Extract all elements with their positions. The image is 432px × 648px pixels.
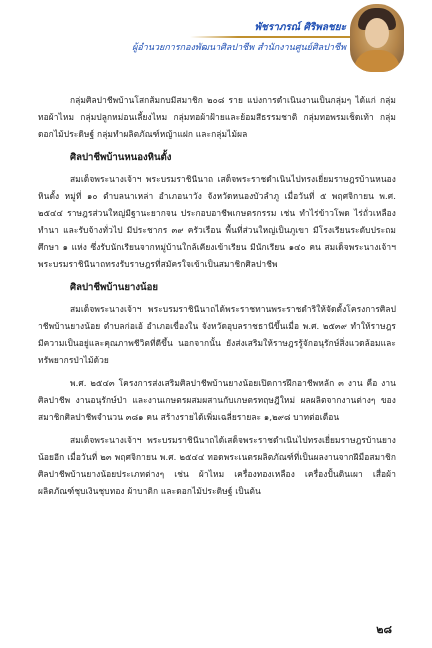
paragraph: กลุ่มศิลปาชีพบ้านโสกส้มกบมีสมาชิก ๒๐๘ ราย แบ่งการดำเนินงานเป็นกลุ่มๆ ได้แก่ กลุ่มทอผ้าไหม กลุ่มปลูกหม่อนเลี้ยงไหม กลุ่มทอผ้าฝ้ายและย้อมสีธรรมชาติ กลุ่มทอพรมเช็ดเท้า กลุ่มดอกไม้ประดิษฐ์ กลุ่มทำผลิตภัณฑ์หญ้าแฝก และกลุ่มไม้ผล bbox=[38, 95, 396, 139]
page-header bbox=[0, 0, 432, 78]
paragraph: สมเด็จพระนางเจ้าฯ พระบรมราชินีนาถได้พระราชทานพระราชดำริให้จัดตั้งโครงการศิลปาชีพบ้านยางน้อย ตำบลก่อเอ้ อำเภอเขื่องใน จังหวัดอุบลราชธานีขึ้นเมื่อ พ.ศ. ๒๕๓๙ ทำให้ราษฎรมีความเป็นอยู่และคุณภาพชีวิตที่ดีขึ้น นอกจากนั้น ยังส่งเสริมให้ราษฎรรู้จักอนุรักษ์สิ่งแวดล้อมและทรัพยากรป่าไม้ด้วย bbox=[38, 304, 396, 365]
paragraph: พ.ศ. ๒๕๔๓ โครงการส่งเสริมศิลปาชีพบ้านยางน้อยเปิดการฝึกอาชีพหลัก ๓ งาน คือ งานศิลปาชีพ งานอนุรักษ์ป่า และงานเกษตรผสมผสานกับเกษตรทฤษฎีใหม่ ผลผลิตจากงานต่างๆ ของสมาชิกศิลปาชีพจำนวน ๓๘๑ คน สร้างรายได้เพิ่มเฉลี่ยรายละ ๑,๒๙๘ บาทต่อเดือน bbox=[38, 378, 396, 422]
section-heading: ศิลปาชีพบ้านยางน้อย bbox=[70, 282, 158, 293]
paragraph: สมเด็จพระนางเจ้าฯ พระบรมราชินีนาถ เสด็จพระราชดำเนินไปทรงเยี่ยมราษฎรบ้านหนองหินตั้ง หมู่ที่ ๑๐ ตำบลนาเหล่า อำเภอนาวัง จังหวัดหนองบัวลำภู เมื่อวันที่ ๕ พฤศจิกายน พ.ศ. ๒๕๔๔ ราษฎรส่วนใหญ่มีฐานะยากจน ประกอบอาชีพเกษตรกรรม เช่น ทำไร่ข้าวโพด ไร่ถั่วเหลือง ทำนา และรับจ้างทั่วไป มีประชากร ๓๙ ครัวเรือน พื้นที่ส่วนใหญ่เป็นภูเขา มีโรงเรียนระดับประถมศึกษา ๑ แห่ง ซึ่งรับนักเรียนจากหมู่บ้านใกล้เคียงเข้าเรียน มีนักเรียน ๑๔๐ คน สมเด็จพระนางเจ้าฯ พระบรมราชินีนาถทรงรับราษฎรที่สมัครใจเข้าเป็นสมาชิกศิลปาชีพ bbox=[38, 174, 396, 269]
paragraph: สมเด็จพระนางเจ้าฯ พระบรมราชินีนาถได้เสด็จพระราชดำเนินไปทรงเยี่ยมราษฎรบ้านยางน้อยอีก เมื่อวันที่ ๒๓ พฤศจิกายน พ.ศ. ๒๕๔๔ ทอดพระเนตรผลิตภัณฑ์ที่เป็นผลงานจากฝีมือสมาชิกศิลปาชีพบ้านยางน้อยประเภทต่างๆ เช่น ผ้าไหม เครื่องทองเหลือง เครื่องปั้นดินเผา เสื่อผ้า ผลิตภัณฑ์ชุบเงินชุบทอง ผ้าบาติก และดอกไม้ประดิษฐ์ เป็นต้น bbox=[38, 435, 396, 496]
section-heading: ศิลปาชีพบ้านหนองหินตั้ง bbox=[70, 152, 172, 163]
header-divider bbox=[190, 36, 350, 38]
article-body bbox=[38, 92, 396, 500]
portrait-icon bbox=[350, 4, 404, 72]
page-number: ๒๘ bbox=[376, 623, 392, 636]
author-role: ผู้อำนวยการกองพัฒนาศิลปาชีพ สำนักงานศูนย์ศิลปาชีพ bbox=[132, 43, 346, 53]
author-name: พัชราภรณ์ ศิริพลชยะ bbox=[254, 22, 346, 33]
